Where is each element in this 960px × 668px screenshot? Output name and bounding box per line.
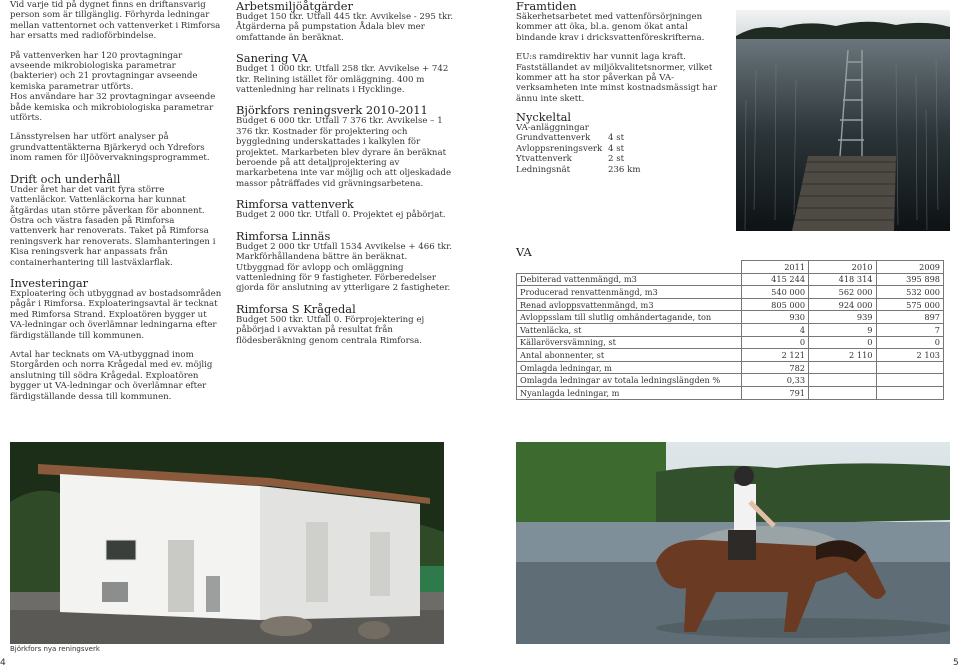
column-middle <box>236 0 458 355</box>
nyckeltal-label: Avloppsreningsverk <box>516 143 603 154</box>
va-row-label: Omlagda ledningar, m <box>517 361 742 374</box>
va-cell-2009: 532 000 <box>876 286 944 299</box>
va-row-label: Avloppsslam till slutlig omhändertagande, ton <box>517 311 742 324</box>
user-sampling-paragraph: Hos användare har 32 provtagningar avseende både kemiska och mikrobiologiska parametrar utförts. <box>10 92 216 124</box>
eu-directive-text: EU:s ramdirektiv har vunnit laga kraft. Fastställandet av miljökvalitetsnormer, vilket kommer att ha stor påverkan på VA-verksamheten inte minst kostnadsmässigt har ännu inte skett. <box>516 52 718 104</box>
nyckeltal-label: Ytvattenverk <box>516 154 572 165</box>
nyckeltal-row <box>516 165 696 175</box>
va-cell-2009: 897 <box>876 311 944 324</box>
arbetsmiljo-heading: Arbetsmiljöåtgärder <box>236 0 353 13</box>
va-cell-2009: 575 000 <box>876 298 944 311</box>
column-right <box>516 0 728 113</box>
investeringar-heading: Investeringar <box>10 275 89 290</box>
table-row <box>517 273 944 286</box>
va-year-2010: 2010 <box>809 261 876 274</box>
table-row <box>517 374 944 387</box>
va-title: VA <box>516 245 532 259</box>
drift-heading: Drift och underhåll <box>10 171 121 186</box>
va-row-label: Antal abonnenter, st <box>517 349 742 362</box>
arbetsmiljo-text: Budget 150 tkr. Utfall 445 tkr. Avvikelse - 295 tkr. Åtgärderna på pumpstation Ådala blev mer omfattande än beräknat. <box>236 12 454 43</box>
nyckeltal-subheading: VA-anläggningar <box>516 123 589 133</box>
va-cell-2011: 782 <box>741 361 808 374</box>
va-cell-2010: 562 000 <box>809 286 876 299</box>
rimforsa-kragedal-text: Budget 500 tkr. Utfall 0. Förprojektering ej påbörjad i avvaktan på resultat från flödesberäkning genom centrala Rimforsa. <box>236 314 425 346</box>
rimforsa-vattenverk-heading: Rimforsa vattenverk <box>236 197 354 212</box>
va-table <box>516 260 944 400</box>
nyckeltal-label: Ledningsnät <box>516 164 571 175</box>
va-cell-2011: 930 <box>741 311 808 324</box>
nyckeltal-value: 2 st <box>608 154 625 165</box>
nyckeltal-value: 4 st <box>608 143 625 154</box>
va-header-empty <box>517 261 742 274</box>
va-cell-2010: 939 <box>809 311 876 324</box>
bjorkfors-text: Budget 6 000 tkr. Utfall 7 376 tkr. Avvikelse – 1 376 tkr. Kostnader för projektering och byggledning underskattades i kalkylen för projektet. Markarbeten blev dyrare än beräknat beroende på att detaljprojektering av markarbetena inte var möjlig och att oljeskadade massor påträffades vid grävningsarbetena. <box>236 116 452 189</box>
horse-rider-photo <box>516 442 950 644</box>
drift-text: Under året har det varit fyra större vattenläckor. Vattenläckorna har kunnat åtgärdas utan större påverkan för abonnent. Östra och västra fasaden på Rimforsa vattenverk har renoverats. Taket på Rimforsa reningsverk har renoverats. Slamhanteringen i Kisa reningsverk har anpassats från containerhantering till lastväxlarflak. <box>10 184 216 268</box>
va-row-label: Vattenläcka, st <box>517 323 742 336</box>
rimforsa-vattenverk-text: Budget 2 000 tkr. Utfall 0. Projektet ej påbörjat. <box>236 210 446 221</box>
table-row <box>517 336 944 349</box>
photo-caption: Björkfors nya reningsverk <box>10 645 100 653</box>
va-row-label: Debiterad vattenmängd, m3 <box>517 273 742 286</box>
page-number-left: 4 <box>0 658 6 668</box>
va-cell-2009 <box>876 374 944 387</box>
intro-paragraph: Vid varje tid på dygnet finns en driftansvarig person som är tillgänglig. Förhyrda ledningar mellan vattentornet och vattenverket i Rimforsa har ersatts med radioförbindelse. <box>10 0 221 42</box>
va-row-label: Omlagda ledningar av totala ledningslängden % <box>517 374 742 387</box>
table-row <box>517 286 944 299</box>
va-cell-2009: 7 <box>876 323 944 336</box>
va-cell-2011: 0,33 <box>741 374 808 387</box>
page-number-right: 5 <box>953 658 959 668</box>
investeringar-text-2: Avtal har tecknats om VA-utbyggnad inom Storgården och norra Krågedal med ev. möjlig anslutning till södra Krågedal. Exploatören bygger ut VA-ledningar och överlämnar efter färdigställande dessa till kommunen. <box>10 349 213 402</box>
table-row <box>517 298 944 311</box>
va-cell-2010: 0 <box>809 336 876 349</box>
nyckeltal-heading: Nyckeltal <box>516 110 572 124</box>
nyckeltal-value: 4 st <box>608 133 625 144</box>
va-cell-2010 <box>809 386 876 399</box>
va-cell-2011: 0 <box>741 336 808 349</box>
va-cell-2011: 2 121 <box>741 349 808 362</box>
va-cell-2009 <box>876 361 944 374</box>
sanering-text: Budget 1 000 tkr. Utfall 258 tkr. Avvikelse + 742 tkr. Relining istället för omläggning. 400 m vattenledning har relinats i Hycklinge. <box>236 64 449 96</box>
va-cell-2011: 415 244 <box>741 273 808 286</box>
framtiden-text: Säkerhetsarbetet med vattenförsörjningen kommer att öka, bl.a. genom ökat antal bindande krav i dricksvattenföreskrifterna. <box>516 12 705 43</box>
table-row <box>517 361 944 374</box>
bjorkfors-heading: Björkfors reningsverk 2010-2011 <box>236 103 428 118</box>
column-left <box>10 0 222 411</box>
table-row <box>517 386 944 399</box>
va-cell-2010: 2 110 <box>809 349 876 362</box>
nyckeltal-list <box>516 133 696 175</box>
nyckeltal-block <box>516 111 696 175</box>
nyckeltal-row <box>516 133 696 143</box>
va-cell-2011: 791 <box>741 386 808 399</box>
table-row <box>517 349 944 362</box>
nyckeltal-row <box>516 154 696 164</box>
sanering-heading: Sanering VA <box>236 51 308 66</box>
va-cell-2010: 9 <box>809 323 876 336</box>
va-cell-2010: 418 314 <box>809 273 876 286</box>
va-header-row <box>517 261 944 274</box>
va-cell-2009: 0 <box>876 336 944 349</box>
nyckeltal-row <box>516 144 696 154</box>
va-year-2009: 2009 <box>876 261 944 274</box>
va-cell-2010 <box>809 361 876 374</box>
va-cell-2010 <box>809 374 876 387</box>
building-photo <box>10 442 444 644</box>
va-cell-2011: 4 <box>741 323 808 336</box>
rimforsa-kragedal-heading: Rimforsa S Krågedal <box>236 301 356 316</box>
va-cell-2009: 2 103 <box>876 349 944 362</box>
table-row <box>517 311 944 324</box>
va-cell-2011: 805 000 <box>741 298 808 311</box>
table-row <box>517 323 944 336</box>
va-row-label: Renad avloppsvattenmängd, m3 <box>517 298 742 311</box>
rimforsa-linnas-text: Budget 2 000 tkr Utfall 1534 Avvikelse + 466 tkr. Markförhållandena bättre än beräknat. Utbyggnad för avlopp och omläggning vattenledning för 9 fastigheter. Förberedelser gjorda för anslutning av ytterligare 2 fastigheter. <box>236 241 452 294</box>
lansstyrelsen-paragraph: Länsstyrelsen har utfört analyser på grundvattentäkterna Bjärkeryd och Ydrefors inom ramen för ilJöövervakningsprogrammet. <box>10 132 210 164</box>
va-cell-2011: 540 000 <box>741 286 808 299</box>
va-row-label: Producerad renvattenmängd, m3 <box>517 286 742 299</box>
pier-photo <box>736 10 950 231</box>
investeringar-text: Exploatering och utbyggnad av bostadsområden pågår i Rimforsa. Exploateringsavtal är tecknat med Rimforsa Strand. Exploatören bygger ut VA-ledningar och överlämnar ledningarna efter färdigställande till kommunen. <box>10 288 222 341</box>
sampling-paragraph: På vattenverken har 120 provtagningar avseende mikrobiologiska parametrar (bakterier) och 21 provtagningar avseende kemiska parametrar utförts. <box>10 50 198 92</box>
va-cell-2010: 924 000 <box>809 298 876 311</box>
nyckeltal-value: 236 km <box>608 164 641 175</box>
va-row-label: Källaröversvämning, st <box>517 336 742 349</box>
rimforsa-linnas-heading: Rimforsa Linnäs <box>236 228 331 243</box>
va-year-2011: 2011 <box>741 261 808 274</box>
va-cell-2009 <box>876 386 944 399</box>
framtiden-heading: Framtiden <box>516 0 577 13</box>
va-row-label: Nyanlagda ledningar, m <box>517 386 742 399</box>
nyckeltal-label: Grundvattenverk <box>516 133 591 144</box>
va-cell-2009: 395 898 <box>876 273 944 286</box>
